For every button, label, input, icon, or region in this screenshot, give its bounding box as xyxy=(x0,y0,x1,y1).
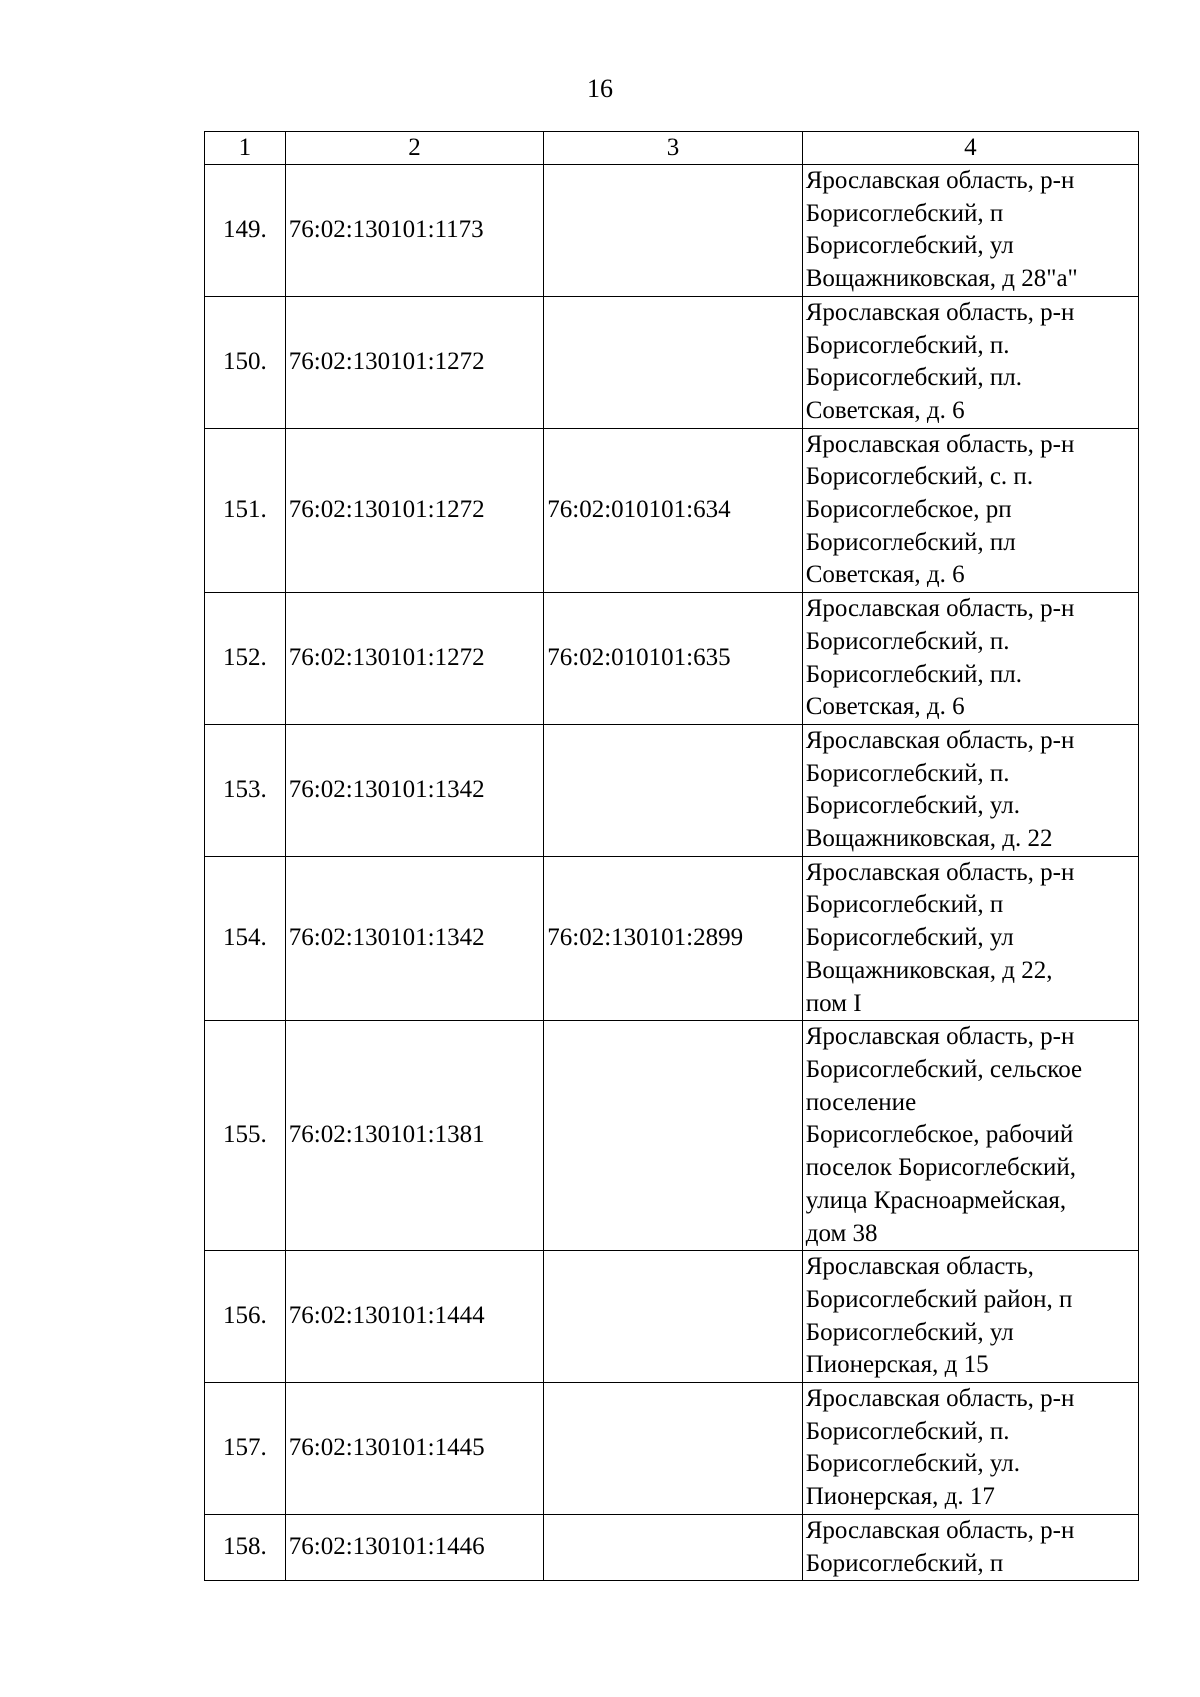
table-row xyxy=(205,296,1139,428)
address-line: Борисоглебский, сельское xyxy=(805,1055,1083,1083)
table-body xyxy=(205,132,1139,1581)
address-line: Ярославская область, р-н xyxy=(805,595,1075,623)
row-number: 149. xyxy=(205,165,286,297)
address-line: Борисоглебское, рабочий xyxy=(805,1121,1074,1149)
address-line: Ярославская область, р-н xyxy=(805,167,1075,194)
row-number: 152. xyxy=(205,593,286,725)
address-line: Борисоглебский, ул. xyxy=(805,792,1020,820)
address-line: Советская, д. 6 xyxy=(805,561,965,589)
address-line: Борисоглебский, п. xyxy=(805,759,1010,787)
address-line: Борисоглебский, п. xyxy=(805,627,1010,655)
address-line: Борисоглебский район, п xyxy=(805,1285,1073,1313)
address-line: пом I xyxy=(805,989,862,1017)
table-row xyxy=(205,165,1139,297)
address-line: поселок Борисоглебский, xyxy=(805,1154,1076,1182)
row-number: 156. xyxy=(205,1251,286,1383)
address-cell xyxy=(802,724,1138,856)
row-number: 153. xyxy=(205,724,286,856)
row-number: 158. xyxy=(205,1514,286,1580)
cadastral-number: 76:02:130101:1272 xyxy=(285,428,543,593)
address-line: Пионерская, д 15 xyxy=(805,1351,989,1379)
related-cadastral-number xyxy=(544,724,802,856)
header-col-2: 2 xyxy=(285,132,543,165)
row-number: 151. xyxy=(205,428,286,593)
related-cadastral-number: 76:02:010101:634 xyxy=(544,428,802,593)
address-line: Борисоглебский, с. п. xyxy=(805,463,1034,491)
address-line: Борисоглебский, пл. xyxy=(805,364,1022,392)
address-line: Ярославская область, р-н xyxy=(805,1023,1075,1051)
page-number: 16 xyxy=(587,74,613,103)
cadastral-number: 76:02:130101:1381 xyxy=(285,1021,543,1251)
cadastral-number: 76:02:130101:1173 xyxy=(285,165,543,297)
related-cadastral-number: 76:02:130101:2899 xyxy=(544,856,802,1021)
address-line: Вощажниковская, д. 22 xyxy=(805,825,1053,853)
address-cell xyxy=(802,1383,1138,1515)
address-line: поселение xyxy=(805,1088,917,1116)
table-header-row xyxy=(205,132,1139,165)
header-col-3: 3 xyxy=(544,132,802,165)
related-cadastral-number xyxy=(544,1514,802,1580)
address-line: Ярославская область, р-н xyxy=(805,298,1075,326)
address-cell xyxy=(802,165,1138,297)
related-cadastral-number xyxy=(544,1383,802,1515)
address-cell xyxy=(802,593,1138,725)
address-cell xyxy=(802,1021,1138,1251)
cadastral-number: 76:02:130101:1342 xyxy=(285,724,543,856)
related-cadastral-number: 76:02:010101:635 xyxy=(544,593,802,725)
header-col-4: 4 xyxy=(802,132,1138,165)
table-row xyxy=(205,1383,1139,1515)
related-cadastral-number xyxy=(544,1021,802,1251)
table-row xyxy=(205,1514,1139,1580)
row-number: 155. xyxy=(205,1021,286,1251)
address-line: Борисоглебский, п xyxy=(805,199,1004,227)
cadastral-number: 76:02:130101:1446 xyxy=(285,1514,543,1580)
address-line: Советская, д. 6 xyxy=(805,693,965,721)
address-line: Ярославская область, xyxy=(805,1253,1034,1281)
address-line: дом 38 xyxy=(805,1219,878,1247)
address-line: Борисоглебский, ул. xyxy=(805,1450,1020,1478)
address-line: Ярославская область, р-н xyxy=(805,1516,1075,1544)
address-line: Ярославская область, р-н xyxy=(805,726,1075,754)
row-number: 157. xyxy=(205,1383,286,1515)
address-line: Борисоглебский, п. xyxy=(805,1417,1010,1445)
address-cell xyxy=(802,1514,1138,1580)
address-line: Ярославская область, р-н xyxy=(805,1385,1075,1413)
address-line: Вощажниковская, д 28"а" xyxy=(805,265,1078,293)
data-table xyxy=(204,131,1139,1581)
cadastral-number: 76:02:130101:1272 xyxy=(285,296,543,428)
cadastral-number: 76:02:130101:1342 xyxy=(285,856,543,1021)
address-line: Советская, д. 6 xyxy=(805,396,965,424)
address-line: Борисоглебский, пл. xyxy=(805,660,1022,688)
address-cell xyxy=(802,296,1138,428)
header-col-1: 1 xyxy=(205,132,286,165)
address-line: Пионерская, д. 17 xyxy=(805,1483,995,1511)
address-cell xyxy=(802,1251,1138,1383)
address-line: Ярославская область, р-н xyxy=(805,858,1075,886)
address-line: Ярославская область, р-н xyxy=(805,430,1075,458)
table-row xyxy=(205,1251,1139,1383)
table-row xyxy=(205,1021,1139,1251)
cadastral-number: 76:02:130101:1272 xyxy=(285,593,543,725)
table-row xyxy=(205,856,1139,1021)
related-cadastral-number xyxy=(544,296,802,428)
row-number: 150. xyxy=(205,296,286,428)
address-cell xyxy=(802,856,1138,1021)
table-row xyxy=(205,428,1139,593)
address-line: Борисоглебский, п xyxy=(805,891,1004,919)
address-line: Борисоглебский, пл xyxy=(805,528,1016,556)
related-cadastral-number xyxy=(544,1251,802,1383)
address-line: Борисоглебский, п. xyxy=(805,331,1010,359)
table-row xyxy=(205,724,1139,856)
address-line: Борисоглебский, ул xyxy=(805,924,1014,952)
row-number: 154. xyxy=(205,856,286,1021)
address-line: Борисоглебское, рп xyxy=(805,496,1012,524)
cadastral-number: 76:02:130101:1445 xyxy=(285,1383,543,1515)
table-row xyxy=(205,593,1139,725)
related-cadastral-number xyxy=(544,165,802,297)
address-line: улица Красноармейская, xyxy=(805,1186,1067,1214)
cadastral-number: 76:02:130101:1444 xyxy=(285,1251,543,1383)
address-line: Борисоглебский, ул xyxy=(805,1318,1014,1346)
address-line: Борисоглебский, ул xyxy=(805,232,1014,260)
address-cell xyxy=(802,428,1138,593)
address-line: Вощажниковская, д 22, xyxy=(805,956,1053,984)
address-line: Борисоглебский, п xyxy=(805,1549,1004,1577)
